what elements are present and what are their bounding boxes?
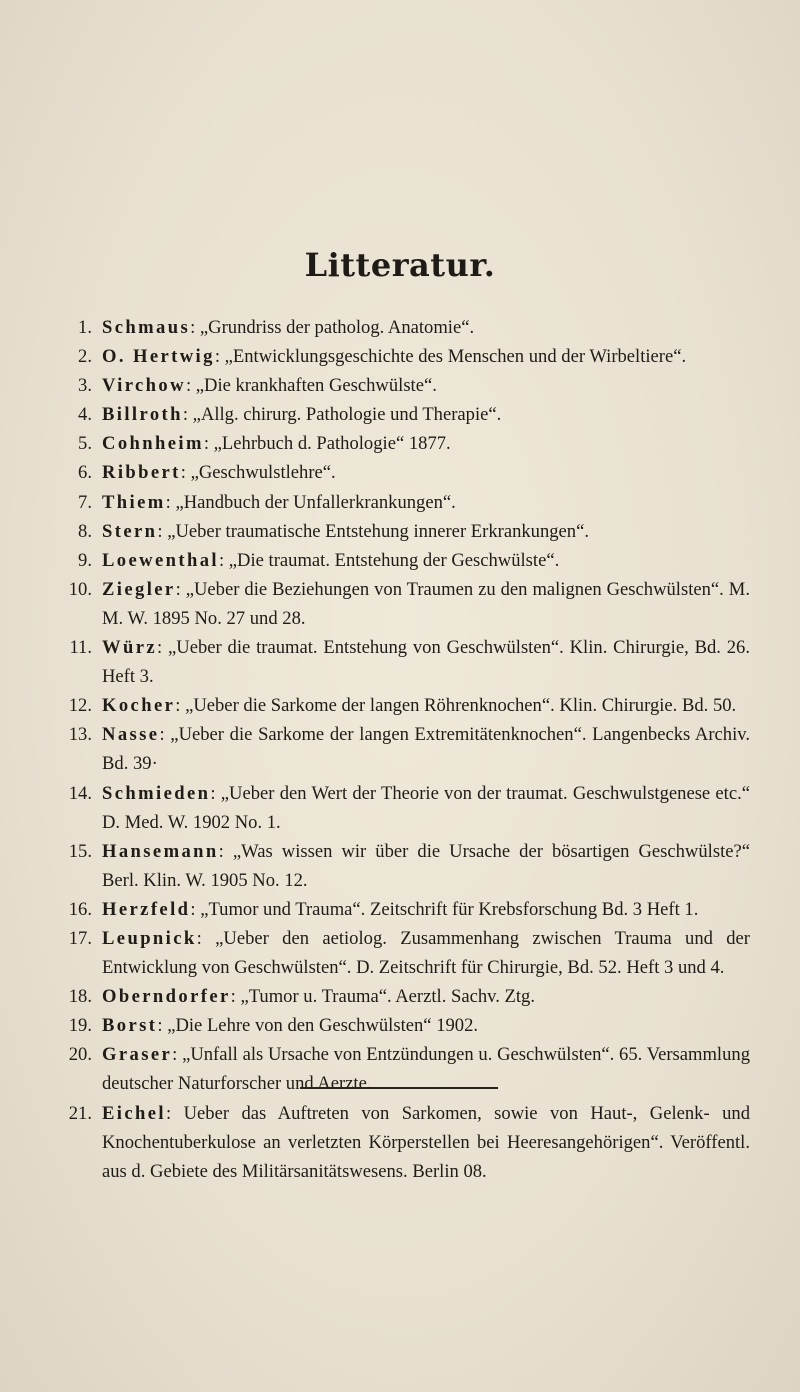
reference-body xyxy=(102,837,750,895)
reference-body xyxy=(102,982,750,1011)
reference-text: : „Geschwulstlehre“. xyxy=(180,462,336,484)
reference-text: : „Ueber die Sarkome der langen Röhrenknochen“. Klin. Chirurgie. Bd. 50. xyxy=(175,695,737,717)
reference-author: Ribbert xyxy=(102,462,181,484)
reference-number: 3. xyxy=(78,375,92,397)
reference-number: 7. xyxy=(78,491,92,513)
reference-text: : „Tumor und Trauma“. Zeitschrift für Krebsforschung Bd. 3 Heft 1. xyxy=(190,898,699,920)
reference-body xyxy=(102,691,750,720)
reference-number: 12. xyxy=(68,695,92,717)
reference-body xyxy=(102,458,750,487)
reference-author: Herzfeld xyxy=(102,898,191,920)
reference-number: 9. xyxy=(78,549,92,571)
reference-number: 20. xyxy=(68,1044,92,1066)
reference-item xyxy=(50,837,750,895)
reference-item xyxy=(50,458,750,487)
reference-number: 6. xyxy=(78,462,92,484)
reference-number: 11. xyxy=(69,637,92,659)
reference-body xyxy=(102,575,750,633)
reference-item xyxy=(50,575,750,633)
reference-author: Schmaus xyxy=(102,317,191,338)
reference-item xyxy=(50,1011,750,1040)
reference-number: 13. xyxy=(68,724,92,746)
reference-item xyxy=(50,1099,750,1186)
closing-rule xyxy=(300,1087,498,1089)
reference-text: : Ueber das Auftreten von Sarkomen, sowie von Haut-, Gelenk- und Knochentuberkulose an verletzten Körperstellen bei Heeresangehörigen“. Veröffentl. aus d. Gebiete des Militärsanitätswesens. Berlin 08. xyxy=(102,1102,750,1182)
reference-number: 8. xyxy=(78,520,92,542)
reference-item xyxy=(50,895,750,924)
reference-item xyxy=(50,982,750,1011)
reference-author: Cohnheim xyxy=(102,433,204,455)
reference-number: 14. xyxy=(68,782,92,804)
reference-body xyxy=(102,1040,750,1098)
reference-number: 10. xyxy=(68,578,92,600)
page-title: Litteratur. xyxy=(304,246,496,284)
reference-body xyxy=(102,1099,750,1186)
reference-author: Thiem xyxy=(102,491,166,513)
reference-body xyxy=(102,546,750,575)
reference-text: : „Die traumat. Entstehung der Geschwülste“. xyxy=(218,549,560,571)
reference-text: : „Die Lehre von den Geschwülsten“ 1902. xyxy=(157,1015,479,1037)
reference-item xyxy=(50,779,750,837)
reference-body xyxy=(102,342,750,371)
reference-text: : „Ueber die Beziehungen von Traumen zu den malignen Geschwülsten“. M. M. W. 1895 No. 27 und 28. xyxy=(102,578,750,629)
reference-number: 18. xyxy=(68,986,92,1008)
reference-author: Eichel xyxy=(102,1102,166,1124)
reference-item xyxy=(50,488,750,517)
reference-body xyxy=(102,429,750,458)
reference-item xyxy=(50,313,750,342)
reference-text: : „Entwicklungsgeschichte des Menschen und der Wirbeltiere“. xyxy=(214,346,687,368)
reference-number: 2. xyxy=(78,346,92,368)
reference-author: Stern xyxy=(102,520,158,542)
reference-body xyxy=(102,633,750,691)
reference-author: O. Hertwig xyxy=(102,346,215,368)
reference-list xyxy=(50,313,750,1186)
reference-number: 4. xyxy=(78,404,92,426)
reference-item xyxy=(50,720,750,778)
reference-item xyxy=(50,517,750,546)
reference-body xyxy=(102,924,750,982)
reference-body xyxy=(102,720,750,778)
reference-author: Virchow xyxy=(102,375,186,397)
reference-number: 16. xyxy=(68,898,92,920)
reference-text: : „Die krankhaften Geschwülste“. xyxy=(185,375,437,397)
reference-author: Schmieden xyxy=(102,782,211,804)
reference-author: Kocher xyxy=(102,695,176,717)
reference-body xyxy=(102,779,750,837)
reference-item xyxy=(50,1040,750,1098)
reference-text: : „Ueber den Wert der Theorie von der traumat. Geschwulstgenese etc.“ D. Med. W. 1902 No. 1. xyxy=(102,782,750,833)
reference-body xyxy=(102,895,750,924)
reference-text: : „Unfall als Ursache von Entzündungen u. Geschwülsten“. 65. Versammlung deutscher Naturforscher und Aerzte. xyxy=(102,1044,750,1095)
reference-body xyxy=(102,488,750,517)
reference-number: 15. xyxy=(68,840,92,862)
reference-number: 5. xyxy=(78,433,92,455)
reference-item xyxy=(50,400,750,429)
reference-number: 21. xyxy=(68,1102,92,1124)
reference-item xyxy=(50,429,750,458)
reference-author: Graser xyxy=(102,1044,173,1066)
reference-text: : „Ueber traumatische Entstehung innerer Erkrankungen“. xyxy=(157,520,590,542)
reference-item xyxy=(50,371,750,400)
reference-item xyxy=(50,924,750,982)
reference-body xyxy=(102,371,750,400)
reference-author: Borst xyxy=(102,1015,158,1037)
reference-text: : „Grundriss der patholog. Anatomie“. xyxy=(190,317,475,338)
reference-text: : „Lehrbuch d. Pathologie“ 1877. xyxy=(203,433,451,455)
reference-text: : „Handbuch der Unfallerkrankungen“. xyxy=(165,491,456,513)
reference-text: : „Was wissen wir über die Ursache der bösartigen Geschwülste?“ Berl. Klin. W. 1905 No. 12. xyxy=(102,840,750,891)
reference-body xyxy=(102,400,750,429)
reference-item xyxy=(50,633,750,691)
reference-author: Loewenthal xyxy=(102,549,219,571)
reference-author: Ziegler xyxy=(102,578,176,600)
reference-body xyxy=(102,1011,750,1040)
reference-item xyxy=(50,342,750,371)
reference-author: Oberndorfer xyxy=(102,986,231,1008)
reference-author: Hansemann xyxy=(102,840,219,862)
reference-author: Würz xyxy=(102,637,158,659)
reference-item xyxy=(50,691,750,720)
reference-body xyxy=(102,517,750,546)
reference-number: 19. xyxy=(68,1015,92,1037)
reference-body xyxy=(102,313,750,342)
reference-author: Leupnick xyxy=(102,927,197,949)
reference-author: Billroth xyxy=(102,404,183,426)
reference-text: : „Allg. chirurg. Pathologie und Therapie“. xyxy=(182,404,502,426)
reference-text: : „Tumor u. Trauma“. Aerztl. Sachv. Ztg. xyxy=(230,986,536,1008)
reference-number: 1. xyxy=(78,317,92,338)
reference-author: Nasse xyxy=(102,724,160,746)
reference-text: : „Ueber den aetiolog. Zusammenhang zwischen Trauma und der Entwicklung von Geschwülsten“. D. Zeitschrift für Chirurgie, Bd. 52. Heft 3 und 4. xyxy=(102,927,750,979)
reference-text: : „Ueber die Sarkome der langen Extremitätenknochen“. Langenbecks Archiv. Bd. 39· xyxy=(102,724,750,775)
reference-text: : „Ueber die traumat. Entstehung von Geschwülsten“. Klin. Chirurgie, Bd. 26. Heft 3. xyxy=(102,637,750,688)
reference-number: 17. xyxy=(68,927,92,949)
reference-item xyxy=(50,546,750,575)
